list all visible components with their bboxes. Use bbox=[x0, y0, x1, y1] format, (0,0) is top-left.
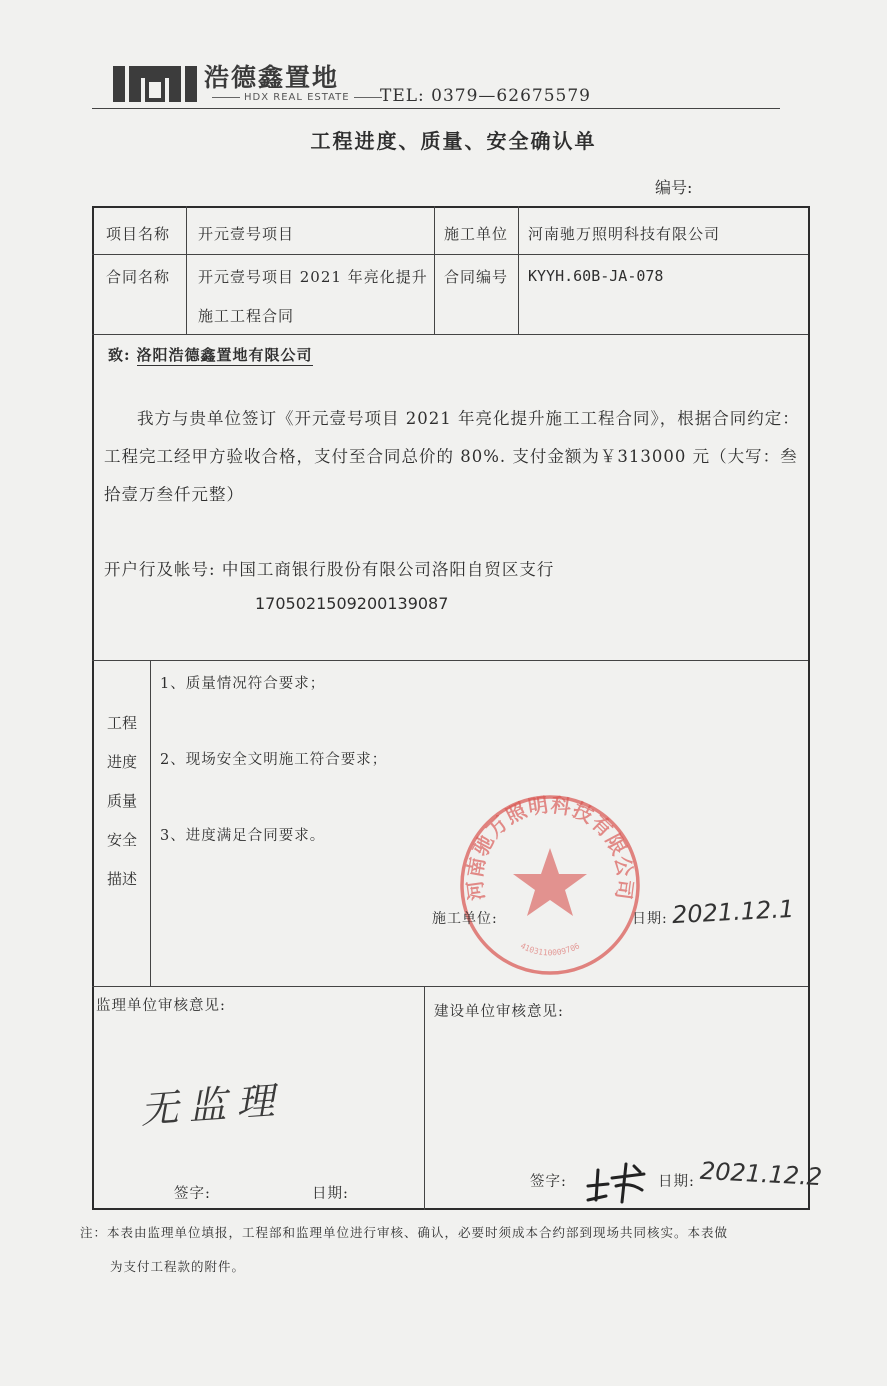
footnote bbox=[80, 1216, 840, 1284]
logo-mark bbox=[113, 64, 197, 104]
col-divider bbox=[424, 986, 425, 1210]
company-seal bbox=[455, 790, 645, 980]
project-name-label: 项目名称 bbox=[106, 225, 171, 243]
contract-name-label: 合同名称 bbox=[106, 268, 171, 286]
col-divider bbox=[434, 206, 435, 334]
builder-sign-label: 签字: bbox=[530, 1174, 567, 1190]
project-name-value: 开元壹号项目 bbox=[198, 225, 295, 243]
row-divider bbox=[92, 254, 808, 255]
supervisor-date-label: 日期: bbox=[312, 1186, 349, 1202]
brand-english: HDX REAL ESTATE bbox=[208, 92, 386, 103]
contractor-label: 施工单位 bbox=[444, 225, 509, 243]
col-divider bbox=[518, 206, 519, 334]
contract-name-line2: 施工工程合同 bbox=[198, 307, 295, 325]
contract-number-value: KYYH.60B-JA-078 bbox=[528, 267, 664, 285]
side-label-line: 安全 bbox=[106, 831, 137, 849]
addressee-name: 洛阳浩德鑫置地有限公司 bbox=[136, 346, 313, 364]
bank-label: 开户行及帐号: bbox=[104, 560, 216, 579]
description-item: 2、现场安全文明施工符合要求； bbox=[160, 752, 388, 768]
contractor-date-handwritten: 2021.12.1 bbox=[671, 894, 795, 930]
builder-date-handwritten: 2021.12.2 bbox=[699, 1156, 823, 1192]
brand-name: 浩德鑫置地 bbox=[204, 63, 340, 92]
supervisor-sign-label: 签字: bbox=[174, 1186, 211, 1202]
bank-name: 中国工商银行股份有限公司洛阳自贸区支行 bbox=[221, 560, 555, 579]
contractor-date-label: 日期: bbox=[632, 911, 668, 927]
payment-request-text: 我方与贵单位签订《开元壹号项目 2021 年亮化提升施工工程合同》，根据合同约定：工程完工经甲方验收合格，支付至合同总价的 80%. 支付金额为￥313000 元（大写：叁拾壹万叁仟元整） bbox=[104, 409, 800, 504]
row-divider bbox=[92, 334, 808, 335]
addressee-line bbox=[108, 344, 313, 365]
row-divider bbox=[92, 986, 808, 987]
header-rule bbox=[92, 108, 780, 109]
footnote-line: 注：本表由监理单位填报，工程部和监理单位进行审核、确认，必要时须成本合约部到现场共同核实。本表做 bbox=[80, 1225, 729, 1240]
serial-number-label: 编号: bbox=[655, 178, 693, 197]
col-divider bbox=[150, 660, 151, 986]
side-label-line: 描述 bbox=[106, 870, 137, 888]
side-label-line: 进度 bbox=[106, 753, 137, 771]
description-item: 3、进度满足合同要求。 bbox=[160, 828, 326, 844]
svg-text:4103110009706: 4103110009706 bbox=[518, 941, 582, 958]
addressee-label: 致: bbox=[108, 346, 131, 364]
footnote-line: 为支付工程款的附件。 bbox=[110, 1259, 246, 1274]
supervisor-opinion-handwritten: 无监理 bbox=[138, 1078, 286, 1132]
section-side-label bbox=[98, 704, 146, 899]
row-divider bbox=[92, 660, 808, 661]
contract-name-line1: 开元壹号项目 2021 年亮化提升 bbox=[198, 268, 428, 286]
supervisor-opinion-label: 监理单位审核意见: bbox=[96, 998, 226, 1014]
telephone: TEL: 0379—62675579 bbox=[380, 86, 591, 106]
builder-date-label: 日期: bbox=[658, 1174, 695, 1190]
description-item: 1、质量情况符合要求； bbox=[160, 676, 326, 692]
side-label-line: 工程 bbox=[106, 714, 137, 732]
col-divider bbox=[186, 206, 187, 334]
side-label-line: 质量 bbox=[106, 792, 137, 810]
builder-signature bbox=[582, 1156, 652, 1206]
bank-line bbox=[104, 556, 554, 580]
contractor-value: 河南驰万照明科技有限公司 bbox=[528, 225, 721, 243]
document-title: 工程进度、质量、安全确认单 bbox=[310, 129, 597, 153]
bank-account: 1705021509200139087 bbox=[255, 594, 449, 613]
contractor-sign-label: 施工单位: bbox=[432, 911, 498, 927]
builder-opinion-label: 建设单位审核意见: bbox=[434, 1004, 564, 1020]
svg-text:河南驰万照明科技有限公司: 河南驰万照明科技有限公司 bbox=[462, 792, 638, 902]
contract-number-label: 合同编号 bbox=[444, 268, 509, 286]
